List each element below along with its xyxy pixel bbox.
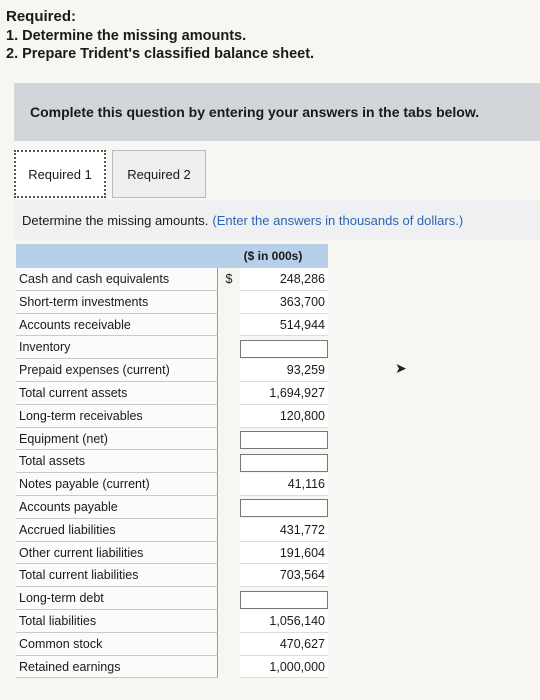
table-row <box>16 359 328 382</box>
instructions-banner <box>14 83 540 141</box>
table-row <box>16 496 328 519</box>
table-body <box>16 268 328 678</box>
required-item-2: 2. Prepare Trident's classified balance sheet. <box>6 46 315 62</box>
row-value: 703,564 <box>240 564 328 587</box>
row-label: Inventory <box>16 336 218 359</box>
required-item-1: 1. Determine the missing amounts. <box>6 28 247 44</box>
header-units: ($ in 000s) <box>243 249 303 263</box>
row-label: Long-term receivables <box>16 405 218 428</box>
tab-bar <box>14 150 206 200</box>
table-row <box>16 382 328 405</box>
tab-required-2[interactable]: Required 2 <box>112 150 206 198</box>
amount-input[interactable] <box>240 591 328 609</box>
table-row <box>16 405 328 428</box>
row-label: Total assets <box>16 450 218 473</box>
row-value: 1,000,000 <box>240 656 328 679</box>
mouse-cursor-icon: ➤ <box>395 360 407 376</box>
table-row <box>16 633 328 656</box>
table-row <box>16 610 328 633</box>
amount-input[interactable] <box>240 431 328 449</box>
table-row <box>16 268 328 291</box>
row-label: Other current liabilities <box>16 542 218 565</box>
row-label: Long-term debt <box>16 587 218 610</box>
row-label: Equipment (net) <box>16 428 218 451</box>
table-row <box>16 314 328 337</box>
row-label: Total liabilities <box>16 610 218 633</box>
header-label-cell <box>16 244 218 268</box>
banner-text: Complete this question by entering your answers in the tabs below. <box>30 104 480 120</box>
table-row <box>16 519 328 542</box>
row-label: Accrued liabilities <box>16 519 218 542</box>
row-value: 1,694,927 <box>240 382 328 405</box>
amount-input[interactable] <box>240 340 328 358</box>
row-label: Cash and cash equivalents <box>16 268 218 291</box>
row-value: 41,116 <box>240 473 328 496</box>
balance-table <box>16 244 328 678</box>
table-row <box>16 473 328 496</box>
table-row <box>16 291 328 314</box>
amount-input[interactable] <box>240 454 328 472</box>
table-row <box>16 587 328 610</box>
table-row <box>16 564 328 587</box>
row-label: Common stock <box>16 633 218 656</box>
table-header <box>16 244 328 268</box>
required-section <box>6 8 314 63</box>
row-label: Total current liabilities <box>16 564 218 587</box>
row-value: 514,944 <box>240 314 328 337</box>
table-row <box>16 428 328 451</box>
row-value: 470,627 <box>240 633 328 656</box>
row-value: 93,259 <box>240 359 328 382</box>
instruction-note: (Enter the answers in thousands of dollars.) <box>212 212 464 228</box>
row-value: 1,056,140 <box>240 610 328 633</box>
currency-symbol: $ <box>225 272 233 287</box>
row-label: Total current assets <box>16 382 218 405</box>
row-value: 191,604 <box>240 542 328 565</box>
row-label: Prepaid expenses (current) <box>16 359 218 382</box>
tab-required-1[interactable]: Required 1 <box>14 150 106 198</box>
row-label: Notes payable (current) <box>16 473 218 496</box>
table-row <box>16 336 328 359</box>
row-label: Accounts receivable <box>16 314 218 337</box>
row-label: Accounts payable <box>16 496 218 519</box>
amount-input[interactable] <box>240 499 328 517</box>
table-row <box>16 542 328 565</box>
required-title: Required: <box>6 8 77 25</box>
table-row <box>16 450 328 473</box>
instruction-panel <box>14 200 540 240</box>
row-value: 248,286 <box>240 268 328 291</box>
row-label: Retained earnings <box>16 656 218 679</box>
instruction-text: Determine the missing amounts. <box>22 212 209 228</box>
row-label: Short-term investments <box>16 291 218 314</box>
row-value: 363,700 <box>240 291 328 314</box>
row-value: 120,800 <box>240 405 328 428</box>
table-row <box>16 656 328 679</box>
row-value: 431,772 <box>240 519 328 542</box>
